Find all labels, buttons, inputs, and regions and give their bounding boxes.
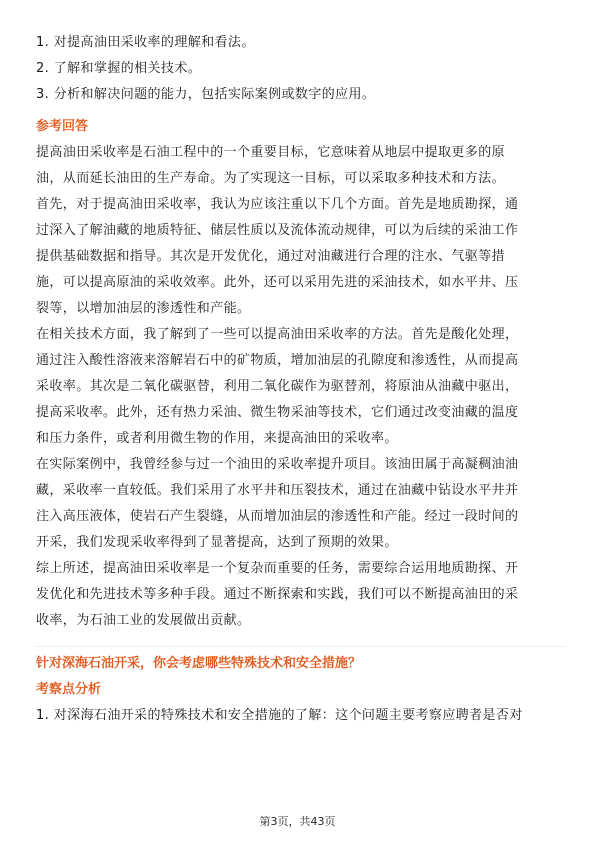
text-line: 施，可以提高原油的采收效率。此外，还可以采用先进的采油技术，如水平井、压: [36, 275, 519, 290]
text-line: 在相关技术方面，我了解到了一些可以提高油田采收率的方法。首先是酸化处理，: [36, 327, 519, 342]
list-item: 1. 对提高油田采收率的理解和看法。: [36, 35, 255, 50]
text-line: 和压力条件，或者利用微生物的作用，来提高油田的采收率。: [36, 431, 398, 446]
text-line: 采收率。其次是二氧化碳驱替，利用二氧化碳作为驱替剂，将原油从油藏中驱出，: [36, 379, 519, 394]
list-item: 1. 对深海石油开采的特殊技术和安全措施的了解：这个问题主要考察应聘者是否对: [36, 708, 523, 723]
text-line: 裂等，以增加油层的渗透性和产能。: [36, 301, 251, 316]
page-footer: 第3页，共43页: [259, 815, 336, 828]
paragraph: [36, 452, 566, 556]
section-divider: [36, 646, 566, 647]
list-item: 3. 分析和解决问题的能力，包括实际案例或数字的应用。: [36, 87, 376, 102]
answer-heading: 参考回答: [36, 119, 89, 134]
paragraph: [36, 192, 566, 322]
text-line: 油，从而延长油田的生产寿命。为了实现这一目标，可以采取多种技术和方法。: [36, 171, 506, 186]
text-line: 提高油田采收率是石油工程中的一个重要目标，它意味着从地层中提取更多的原: [36, 145, 506, 160]
text-line: 开采，我们发现采收率得到了显著提高，达到了预期的效果。: [36, 535, 398, 550]
question-heading: 针对深海石油开采，你会考虑哪些特殊技术和安全措施？: [36, 656, 362, 671]
text-line: 首先，对于提高油田采收率，我认为应该注重以下几个方面。首先是地质勘探，通: [36, 197, 519, 212]
text-line: 发优化和先进技术等多种手段。通过不断探索和实践，我们可以不断提高油田的采: [36, 587, 519, 602]
text-line: 在实际案例中，我曾经参与过一个油田的采收率提升项目。该油田属于高凝稠油油: [36, 457, 519, 472]
paragraph: [36, 556, 566, 634]
text-line: 收率，为石油工业的发展做出贡献。: [36, 613, 251, 628]
list-item: 2. 了解和掌握的相关技术。: [36, 61, 202, 76]
text-line: 藏，采收率一直较低。我们采用了水平井和压裂技术，通过在油藏中钻设水平井并: [36, 483, 519, 498]
text-line: 提高采收率。此外，还有热力采油、微生物采油等技术，它们通过改变油藏的温度: [36, 405, 519, 420]
text-line: 注入高压液体，使岩石产生裂缝，从而增加油层的渗透性和产能。经过一段时间的: [36, 509, 519, 524]
intro-list: [36, 30, 566, 108]
paragraph: [36, 140, 566, 192]
document-body: [36, 30, 566, 729]
text-line: 通过注入酸性溶液来溶解岩石中的矿物质，增加油层的孔隙度和渗透性，从而提高: [36, 353, 519, 368]
analysis-heading: 考察点分析: [36, 682, 102, 697]
text-line: 综上所述，提高油田采收率是一个复杂而重要的任务，需要综合运用地质勘探、开: [36, 561, 519, 576]
text-line: 过深入了解油藏的地质特征、储层性质以及流体流动规律，可以为后续的采油工作: [36, 223, 519, 238]
text-line: 提供基础数据和指导。其次是开发优化，通过对油藏进行合理的注水、气驱等措: [36, 249, 506, 264]
paragraph: [36, 322, 566, 452]
